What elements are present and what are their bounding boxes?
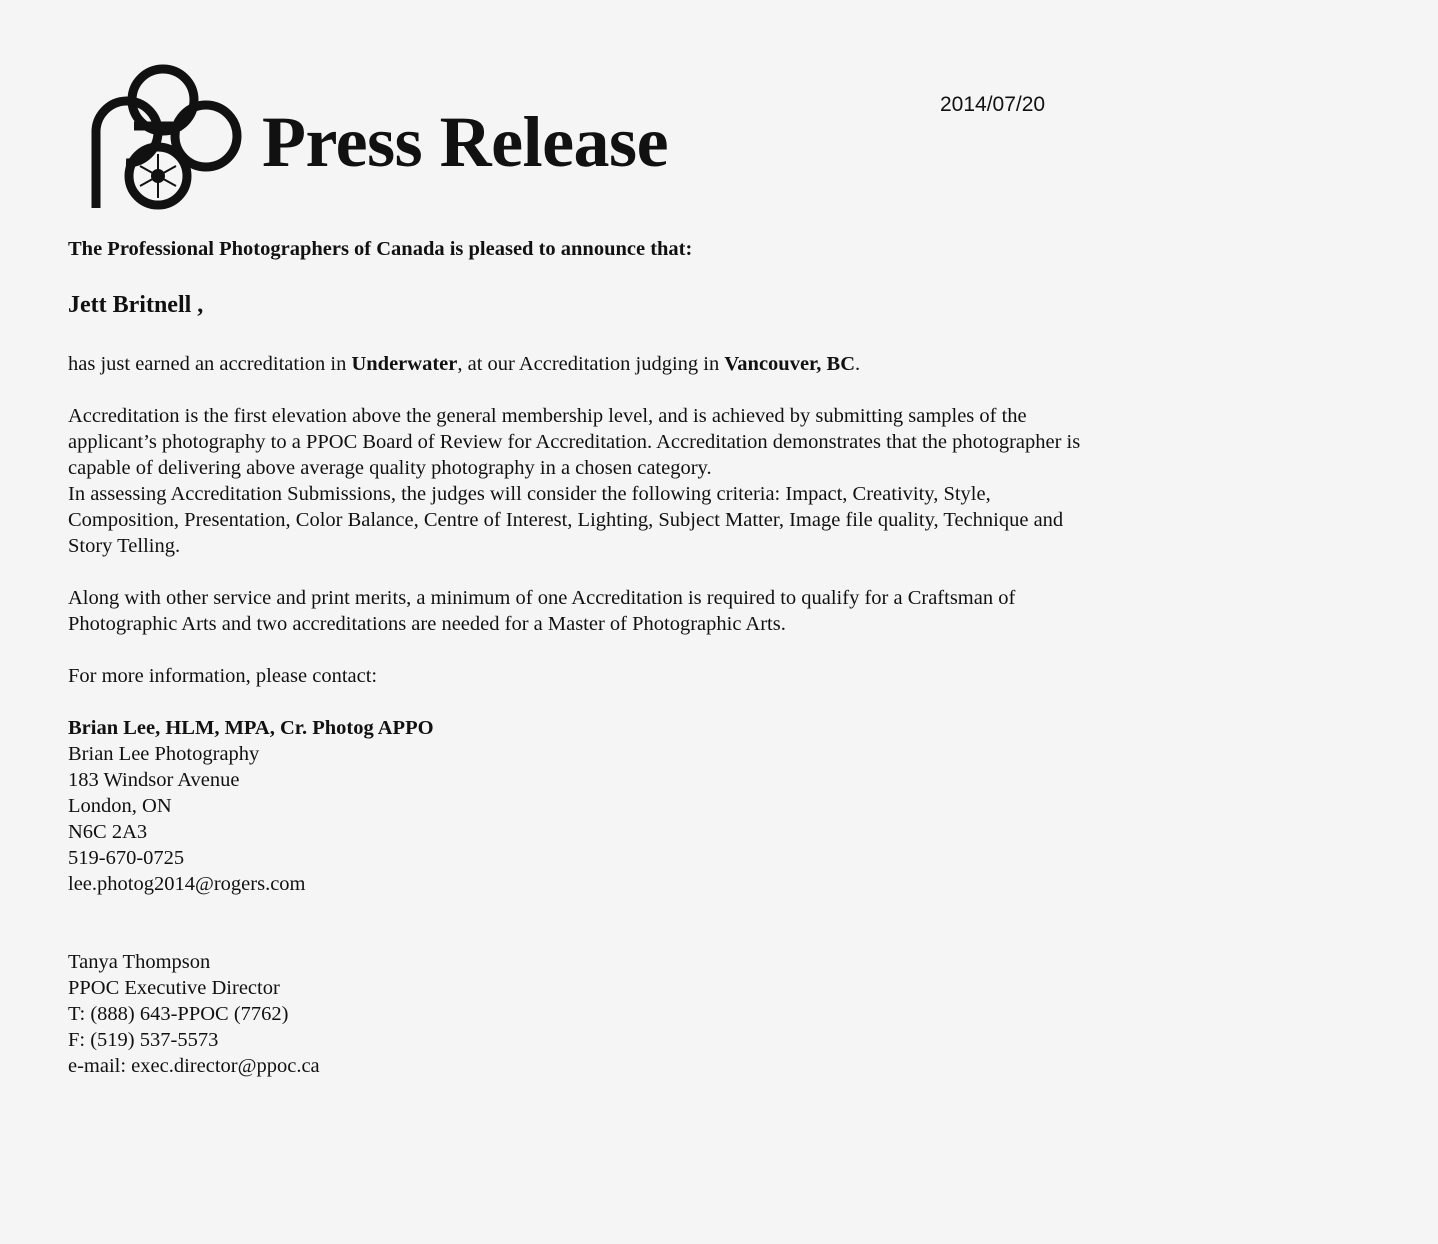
earned-prefix: has just earned an accreditation in	[68, 353, 352, 375]
contact-email: lee.photog2014@rogers.com	[68, 873, 306, 895]
contact-block	[68, 715, 1188, 897]
release-content	[68, 236, 1188, 1079]
accreditation-line: applicant’s photography to a PPOC Board of Review for Accreditation. Accreditation demonstrates that the photographer is	[68, 431, 1081, 453]
earned-suffix: .	[855, 353, 861, 375]
director-phone: T: (888) 643-PPOC (7762)	[68, 1003, 289, 1025]
contact-city: London, ON	[68, 795, 172, 817]
earned-location: Vancouver, BC	[724, 353, 855, 375]
accreditation-line: Accreditation is the first elevation above the general membership level, and is achieved by submitting samples of the	[68, 405, 1027, 427]
contact-street: 183 Windsor Avenue	[68, 769, 240, 791]
ppoc-logo-icon	[82, 58, 244, 218]
merits-line: Along with other service and print merits, a minimum of one Accreditation is required to qualify for a Craftsman of	[68, 587, 1016, 609]
accreditation-description	[68, 403, 1188, 559]
merits-paragraph	[68, 585, 1188, 637]
earned-statement	[68, 351, 1188, 377]
contact-company: Brian Lee Photography	[68, 743, 260, 765]
director-fax: F: (519) 537-5573	[68, 1029, 219, 1051]
earned-category: Underwater	[351, 353, 458, 375]
release-date: 2014/07/20	[940, 93, 1046, 116]
merits-line: Photographic Arts and two accreditations are needed for a Master of Photographic Arts.	[68, 613, 786, 635]
recipient-name: Jett Britnell ,	[68, 292, 204, 318]
contact-phone: 519-670-0725	[68, 847, 185, 869]
criteria-line: Story Telling.	[68, 535, 181, 557]
page-title: Press Release	[262, 102, 669, 182]
criteria-line: In assessing Accreditation Submissions, the judges will consider the following criteria: Impact, Creativity, Style,	[68, 483, 991, 505]
contact-name: Brian Lee, HLM, MPA, Cr. Photog APPO	[68, 717, 434, 739]
earned-middle: , at our Accreditation judging in	[457, 353, 725, 375]
contact-intro: For more information, please contact:	[68, 665, 378, 687]
director-title: PPOC Executive Director	[68, 977, 280, 999]
criteria-line: Composition, Presentation, Color Balance, Centre of Interest, Lighting, Subject Matter, Image file quality, Technique and	[68, 509, 1064, 531]
accreditation-line: capable of delivering above average quality photography in a chosen category.	[68, 457, 712, 479]
director-email: e-mail: exec.director@ppoc.ca	[68, 1055, 320, 1077]
director-block	[68, 949, 1188, 1079]
announcement-heading: The Professional Photographers of Canada is pleased to announce that:	[68, 238, 693, 260]
director-name: Tanya Thompson	[68, 951, 211, 973]
contact-postal: N6C 2A3	[68, 821, 148, 843]
